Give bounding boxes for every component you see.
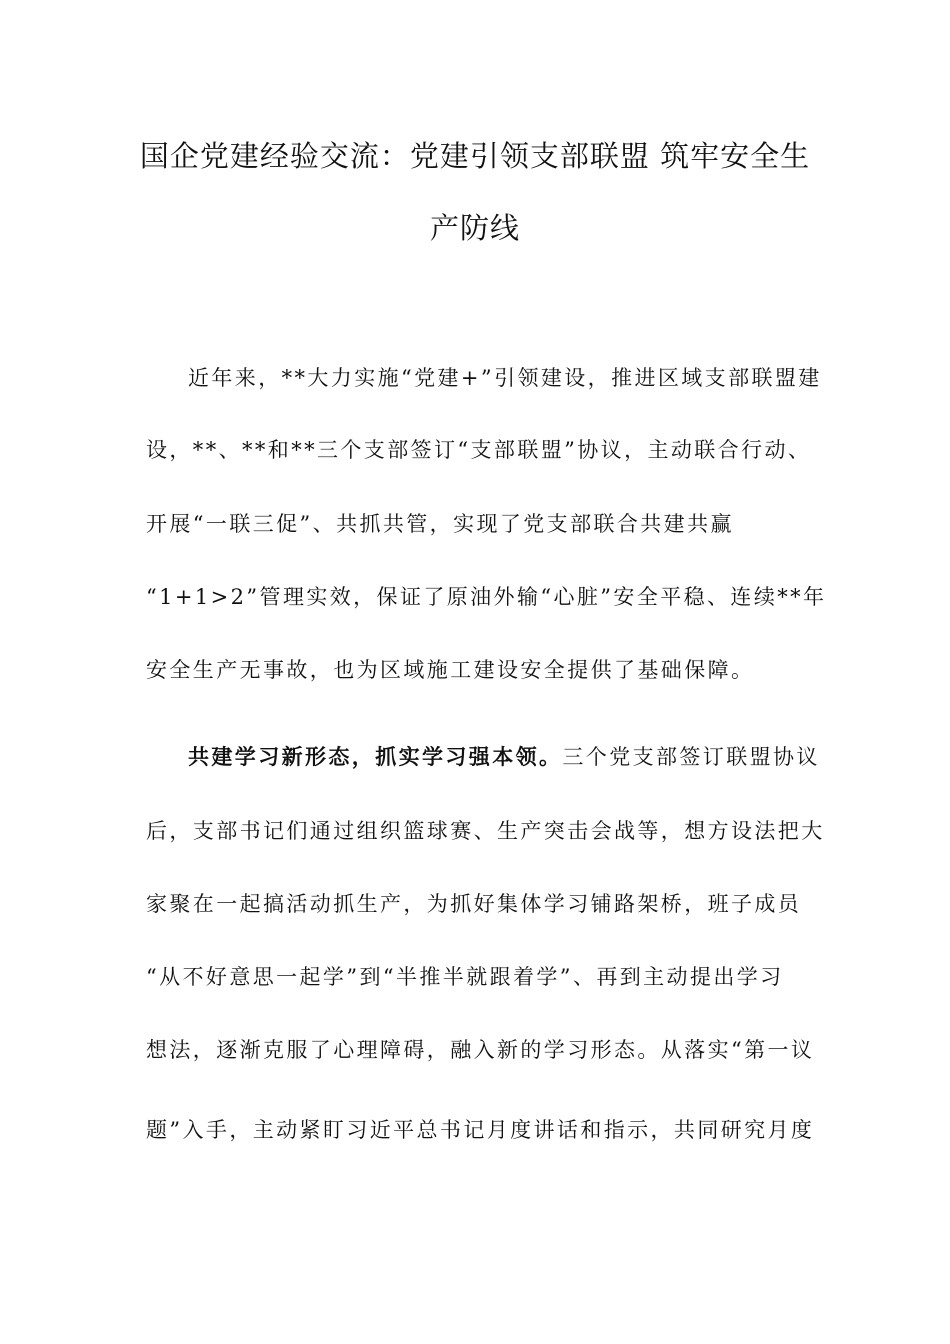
paragraph-1-line-4: “1+1>2”管理实效，保证了原油外输“心脏”安全平稳、连续**年: [146, 585, 827, 609]
paragraph-2-line-4: “从不好意思一起学”到“半推半就跟着学”、再到主动提出学习: [146, 965, 784, 989]
paragraph-2-heading: 共建学习新形态，抓实学习强本领。: [188, 744, 563, 769]
document-title-line-2: 产防线: [429, 211, 520, 245]
paragraph-1-line-5: 安全生产无事故，也为区域施工建设安全提供了基础保障。: [146, 658, 755, 682]
document-title-line-1: 国企党建经验交流：党建引领支部联盟 筑牢安全生: [139, 139, 811, 173]
paragraph-2-line-5: 想法，逐渐克服了心理障碍，融入新的学习形态。从落实“第一议: [146, 1038, 815, 1062]
paragraph-1-line-3: 开展“一联三促”、共抓共管，实现了党支部联合共建共赢: [146, 512, 734, 536]
paragraph-1-line-1: 近年来，**大力实施“党建+”引领建设，推进区域支部联盟建: [188, 366, 822, 390]
paragraph-2-line-2: 后，支部书记们通过组织篮球赛、生产突击会战等，想方设法把大: [146, 819, 825, 843]
paragraph-1-line-2: 设，**、**和**三个支部签订“支部联盟”协议，主动联合行动、: [146, 438, 812, 462]
paragraph-2-line-6: 题”入手，主动紧盯习近平总书记月度讲话和指示，共同研究月度: [146, 1118, 815, 1142]
paragraph-2-line-1: [188, 742, 820, 772]
paragraph-2-line-3: 家聚在一起搞活动抓生产，为抓好集体学习铺路架桥，班子成员: [146, 892, 802, 916]
paragraph-2-line-1-rest: 三个党支部签订联盟协议: [562, 745, 820, 769]
